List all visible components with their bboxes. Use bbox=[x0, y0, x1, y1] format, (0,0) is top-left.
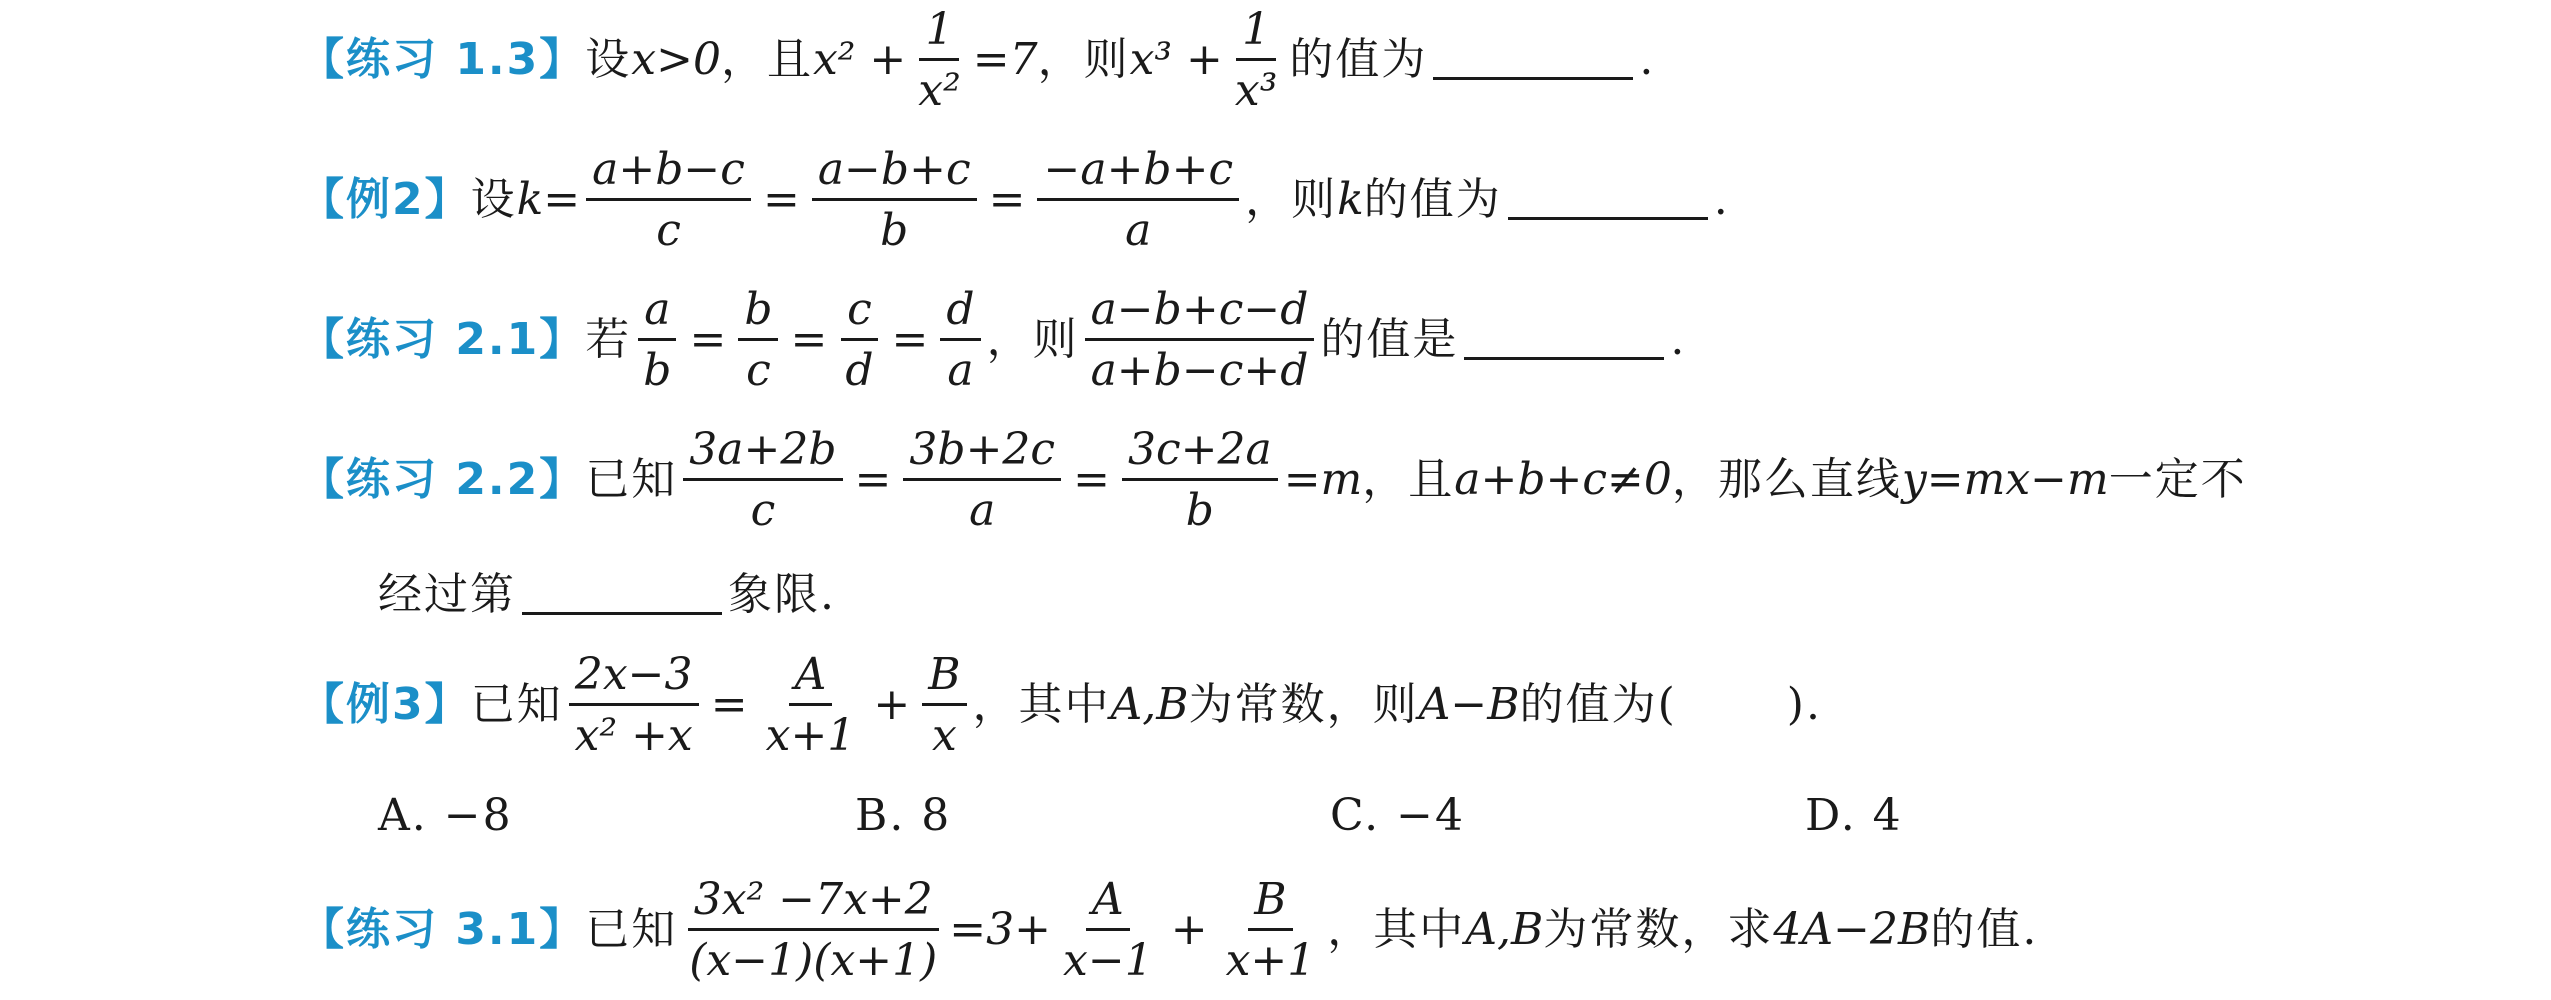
math-expr: A,B bbox=[1465, 904, 1544, 955]
fraction bbox=[940, 283, 980, 396]
choice-d[interactable]: D. 4 bbox=[1805, 790, 1903, 841]
answer-blank[interactable] bbox=[1464, 321, 1664, 360]
plus-sign: + bbox=[1170, 904, 1208, 955]
fraction-denominator: a bbox=[969, 484, 996, 536]
fraction-denominator: x bbox=[931, 709, 957, 761]
problem-text: ). bbox=[1786, 679, 1822, 730]
example-3 bbox=[300, 648, 1822, 761]
problem-text: . bbox=[1713, 174, 1730, 225]
fraction bbox=[812, 143, 977, 256]
fraction bbox=[738, 283, 778, 396]
fraction bbox=[922, 648, 966, 761]
problem-text: ，则 bbox=[986, 314, 1079, 365]
problem-text: 一定不 bbox=[2108, 454, 2247, 505]
problem-text: ，则 bbox=[1037, 34, 1130, 85]
problem-text: 象限. bbox=[728, 569, 836, 620]
answer-blank[interactable] bbox=[1433, 41, 1633, 80]
fraction-denominator: x² bbox=[918, 64, 961, 116]
fraction-numerator: A bbox=[789, 653, 833, 706]
fraction-numerator: a−b+c bbox=[812, 148, 977, 201]
math-expr: y=mx−m bbox=[1901, 454, 2109, 505]
problem-text: 已知 bbox=[585, 904, 678, 955]
choice-b[interactable]: B. 8 bbox=[855, 790, 952, 841]
fraction bbox=[1085, 283, 1315, 396]
fraction bbox=[569, 648, 699, 761]
math-expr: x>0 bbox=[631, 34, 721, 85]
problem-2-1 bbox=[300, 283, 1687, 396]
fraction-denominator: b bbox=[643, 344, 672, 396]
math-expr: A,B bbox=[1110, 679, 1189, 730]
fraction bbox=[912, 3, 966, 116]
fraction-numerator: 1 bbox=[919, 8, 959, 61]
problem-1-3 bbox=[300, 3, 1656, 116]
fraction-numerator: d bbox=[940, 288, 980, 341]
fraction-denominator: (x−1)(x+1) bbox=[689, 934, 938, 986]
fraction-denominator: c bbox=[656, 204, 681, 256]
problem-tag: 【练习 3.1】 bbox=[300, 904, 586, 955]
problem-text: ，其中 bbox=[1327, 904, 1466, 955]
problem-tag: 【例3】 bbox=[300, 679, 471, 730]
fraction-numerator: −a+b+c bbox=[1037, 148, 1239, 201]
fraction-denominator: d bbox=[845, 344, 874, 396]
fraction bbox=[637, 283, 677, 396]
fraction-numerator: 3b+2c bbox=[903, 428, 1061, 481]
fraction-numerator: 2x−3 bbox=[569, 653, 699, 706]
math-expr: x² + bbox=[812, 34, 907, 85]
equals-sign: = bbox=[762, 174, 800, 225]
fraction-numerator: 3x² −7x+2 bbox=[688, 878, 939, 931]
fraction-denominator: c bbox=[746, 344, 771, 396]
equals-sign: = bbox=[988, 174, 1026, 225]
problem-text: 的值为( bbox=[1519, 679, 1677, 730]
problem-text: ，则 bbox=[1245, 174, 1338, 225]
fraction-numerator: A bbox=[1086, 878, 1130, 931]
problem-text: 的值是 bbox=[1320, 314, 1459, 365]
choice-c[interactable]: C. −4 bbox=[1330, 790, 1465, 841]
math-expr: A−B bbox=[1418, 679, 1520, 730]
problem-text: 若 bbox=[585, 314, 632, 365]
problem-text: 的值为 bbox=[1289, 34, 1428, 85]
problem-text: 为常数，则 bbox=[1188, 679, 1419, 730]
math-expr: 4A−2B bbox=[1773, 904, 1931, 955]
fraction-denominator: x−1 bbox=[1063, 934, 1153, 986]
math-expr: a+b+c≠0 bbox=[1454, 454, 1672, 505]
equals-sign: = bbox=[854, 454, 892, 505]
problem-text: ，那么直线 bbox=[1671, 454, 1902, 505]
fraction-numerator: c bbox=[841, 288, 878, 341]
problem-tag: 【练习 1.3】 bbox=[300, 34, 586, 85]
problem-text: 为常数，求 bbox=[1543, 904, 1774, 955]
fraction bbox=[683, 873, 943, 986]
fraction-denominator: x+1 bbox=[765, 709, 856, 761]
fraction-denominator: x+1 bbox=[1225, 934, 1316, 986]
math-expr: k= bbox=[516, 174, 581, 225]
equals-sign: = bbox=[790, 314, 828, 365]
fraction-denominator: b bbox=[880, 204, 909, 256]
fraction-denominator: a bbox=[947, 344, 974, 396]
fraction bbox=[1122, 423, 1278, 536]
problem-3-1 bbox=[300, 873, 2039, 986]
problem-text: 的值. bbox=[1930, 904, 2039, 955]
problem-text: ，其中 bbox=[972, 679, 1111, 730]
fraction bbox=[1220, 873, 1322, 986]
fraction bbox=[839, 283, 879, 396]
example-2 bbox=[300, 143, 1730, 256]
fraction bbox=[1057, 873, 1159, 986]
equals-sign: = bbox=[710, 679, 748, 730]
math-expr: =3+ bbox=[949, 904, 1052, 955]
problem-tag: 【例2】 bbox=[300, 174, 471, 225]
fraction-numerator: a+b−c bbox=[586, 148, 751, 201]
fraction bbox=[683, 423, 842, 536]
problem-tag: 【练习 2.1】 bbox=[300, 314, 586, 365]
problem-text: 设 bbox=[470, 174, 517, 225]
fraction-numerator: 3a+2b bbox=[683, 428, 842, 481]
problem-text: ，且 bbox=[720, 34, 813, 85]
answer-blank[interactable] bbox=[522, 576, 722, 615]
problem-2-2 bbox=[300, 423, 2247, 536]
fraction bbox=[1037, 143, 1239, 256]
problem-text: 经过第 bbox=[378, 569, 516, 620]
fraction-denominator: b bbox=[1185, 484, 1214, 536]
fraction-numerator: B bbox=[1248, 878, 1292, 931]
problem-text: ，且 bbox=[1362, 454, 1455, 505]
problem-text: . bbox=[1639, 34, 1656, 85]
fraction-numerator: a bbox=[638, 288, 676, 341]
fraction-numerator: a−b+c−d bbox=[1085, 288, 1315, 341]
math-expr: =m bbox=[1283, 454, 1363, 505]
fraction-numerator: 1 bbox=[1236, 8, 1276, 61]
equals-sign: = bbox=[1073, 454, 1110, 505]
fraction bbox=[586, 143, 751, 256]
plus-sign: + bbox=[873, 679, 911, 730]
problem-2-2-continued bbox=[378, 560, 836, 630]
problem-text: 的值为 bbox=[1363, 174, 1502, 225]
problem-tag: 【练习 2.2】 bbox=[300, 454, 586, 505]
math-expr: k bbox=[1337, 174, 1364, 225]
equals-sign: = bbox=[891, 314, 929, 365]
fraction-numerator: B bbox=[922, 653, 966, 706]
fraction-denominator: a bbox=[1125, 204, 1152, 256]
answer-blank[interactable] bbox=[1508, 181, 1708, 220]
fraction-denominator: x² +x bbox=[574, 709, 693, 761]
fraction-numerator: 3c+2a bbox=[1122, 428, 1278, 481]
problem-text: 已知 bbox=[585, 454, 678, 505]
math-expr: x³ + bbox=[1129, 34, 1223, 85]
problem-text: 已知 bbox=[470, 679, 563, 730]
fraction bbox=[760, 648, 862, 761]
fraction-denominator: a+b−c+d bbox=[1090, 344, 1309, 396]
fraction bbox=[903, 423, 1061, 536]
fraction-numerator: b bbox=[738, 288, 778, 341]
equals-sign: = bbox=[689, 314, 727, 365]
fraction-denominator: x³ bbox=[1234, 64, 1278, 116]
problem-text: 设 bbox=[585, 34, 632, 85]
fraction-denominator: c bbox=[750, 484, 776, 536]
choice-a[interactable]: A. −8 bbox=[378, 790, 513, 841]
math-expr: =7 bbox=[972, 34, 1038, 85]
problem-text: . bbox=[1670, 314, 1687, 365]
fraction bbox=[1229, 3, 1283, 116]
